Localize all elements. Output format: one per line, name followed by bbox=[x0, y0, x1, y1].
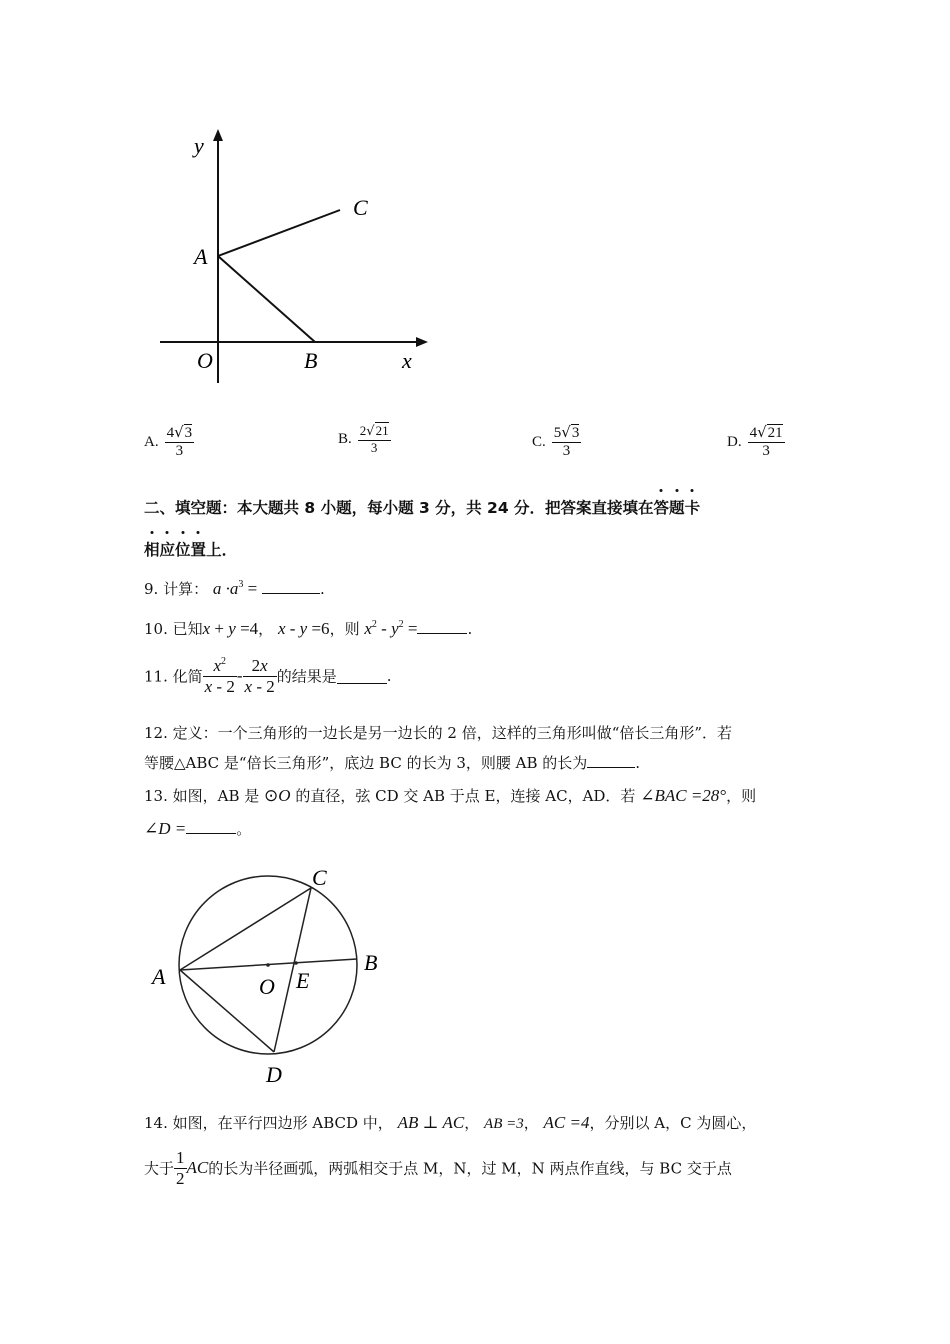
option-d bbox=[727, 424, 785, 461]
option-label: C. bbox=[532, 433, 546, 450]
segment-ab bbox=[218, 256, 315, 342]
option-fraction: $\frac{4√21}{3}$ bbox=[749, 423, 783, 460]
emph-char: 答 bbox=[654, 496, 670, 518]
half-fraction: $\frac{1}{2}$ bbox=[176, 1148, 185, 1188]
answer-blank bbox=[337, 668, 387, 684]
q9-expression: $a \cdot a^3$ = bbox=[212, 579, 258, 598]
coordinate-figure bbox=[150, 125, 440, 390]
option-label: D. bbox=[727, 433, 742, 450]
circle-figure bbox=[148, 860, 398, 1092]
option-label: A. bbox=[144, 433, 159, 450]
answer-blank bbox=[186, 818, 236, 834]
label-a: A bbox=[152, 964, 166, 989]
center-point bbox=[266, 963, 270, 967]
label-e: E bbox=[296, 968, 310, 993]
label-c: C bbox=[312, 865, 327, 890]
question-13-line2: ∠D = 。 bbox=[144, 819, 252, 838]
chord-ac bbox=[180, 888, 311, 970]
label-b: B bbox=[364, 950, 378, 975]
question-12-line1: 12. 定义：一个三角形的一边长是另一边长的 2 倍，这样的三角形叫做“倍长三角形”．若 bbox=[144, 724, 733, 742]
q10-eq2: x - y =6 bbox=[277, 619, 330, 638]
emph-char: 置 bbox=[191, 538, 207, 560]
label-b: B bbox=[304, 348, 318, 373]
label-o: O bbox=[197, 348, 213, 373]
question-14-line1: 14. 如图，在平行四边形 ABCD 中， AB ⊥ AC， AB =3， AC =4，分别以 A，C 为圆心， bbox=[144, 1113, 757, 1132]
option-fraction: $\frac{4√3}{3}$ bbox=[166, 423, 193, 460]
y-axis-arrow bbox=[213, 129, 223, 141]
circle-o-symbol: ⊙O bbox=[264, 786, 291, 805]
x-axis-arrow bbox=[416, 337, 428, 347]
point-e bbox=[294, 961, 298, 965]
question-14-line2: 大于 $\frac{1}{2}$ AC的长为半径画弧，两弧相交于点 M，N，过 M，N 两点作直线，与 BC 交于点 bbox=[144, 1148, 732, 1188]
option-a bbox=[144, 424, 194, 461]
option-fraction: $\frac{2√21}{3}$ bbox=[359, 423, 389, 455]
section-heading-line2: 相 应 位 置上． bbox=[144, 538, 237, 560]
emph-char: 题 bbox=[669, 496, 685, 518]
option-label: B. bbox=[338, 431, 352, 448]
q10-eq1: x + y =4 bbox=[202, 619, 259, 638]
answer-blank bbox=[417, 618, 467, 634]
answer-blank bbox=[262, 578, 320, 594]
q13-angle: ∠BAC =28° bbox=[640, 786, 727, 805]
q10-expression: $x^2 - y^2$ = bbox=[364, 619, 418, 638]
option-fraction: $\frac{5√3}{3}$ bbox=[553, 423, 580, 460]
label-d: D bbox=[266, 1062, 282, 1087]
emph-char: 相 bbox=[144, 538, 160, 560]
question-11: 11. 化简 $\frac{x^2}{x - 2}$ - $\frac{2x}{x - 2}$ 的结果是 . bbox=[144, 656, 392, 696]
label-a: A bbox=[194, 244, 208, 269]
q11-fraction-2: $\frac{2x}{x - 2}$ bbox=[244, 656, 275, 696]
option-c bbox=[532, 424, 581, 461]
section-heading: 二、填空题：本大题共 8 小题，每小题 3 分，共 24 分．把答案直接填在 答 题 卡 bbox=[144, 496, 700, 518]
question-12-line2: 等腰△ABC 是“倍长三角形”，底边 BC 的长为 3，则腰 AB 的长为 . bbox=[144, 754, 641, 772]
q11-fraction-1: $\frac{x^2}{x - 2}$ bbox=[204, 656, 235, 696]
emph-char: 卡 bbox=[685, 496, 701, 518]
label-y: y bbox=[194, 133, 204, 158]
emph-char: 位 bbox=[175, 538, 191, 560]
question-13-line1: 13. 如图，AB 是 ⊙O 的直径，弦 CD 交 AB 于点 E，连接 AC，AD．若 ∠BAC =28°，则 bbox=[144, 786, 757, 805]
label-x: x bbox=[402, 348, 412, 373]
emph-char: 应 bbox=[160, 538, 176, 560]
label-c: C bbox=[353, 195, 368, 220]
segment-ac bbox=[218, 210, 340, 256]
label-o: O bbox=[259, 974, 275, 999]
option-b bbox=[338, 424, 391, 456]
question-9: 9. 计算： $a \cdot a^3$ = . bbox=[144, 579, 325, 598]
question-10: 10. 已知x + y =4， x - y =6，则 $x^2 - y^2$ = . bbox=[144, 619, 473, 638]
answer-blank bbox=[587, 752, 635, 768]
